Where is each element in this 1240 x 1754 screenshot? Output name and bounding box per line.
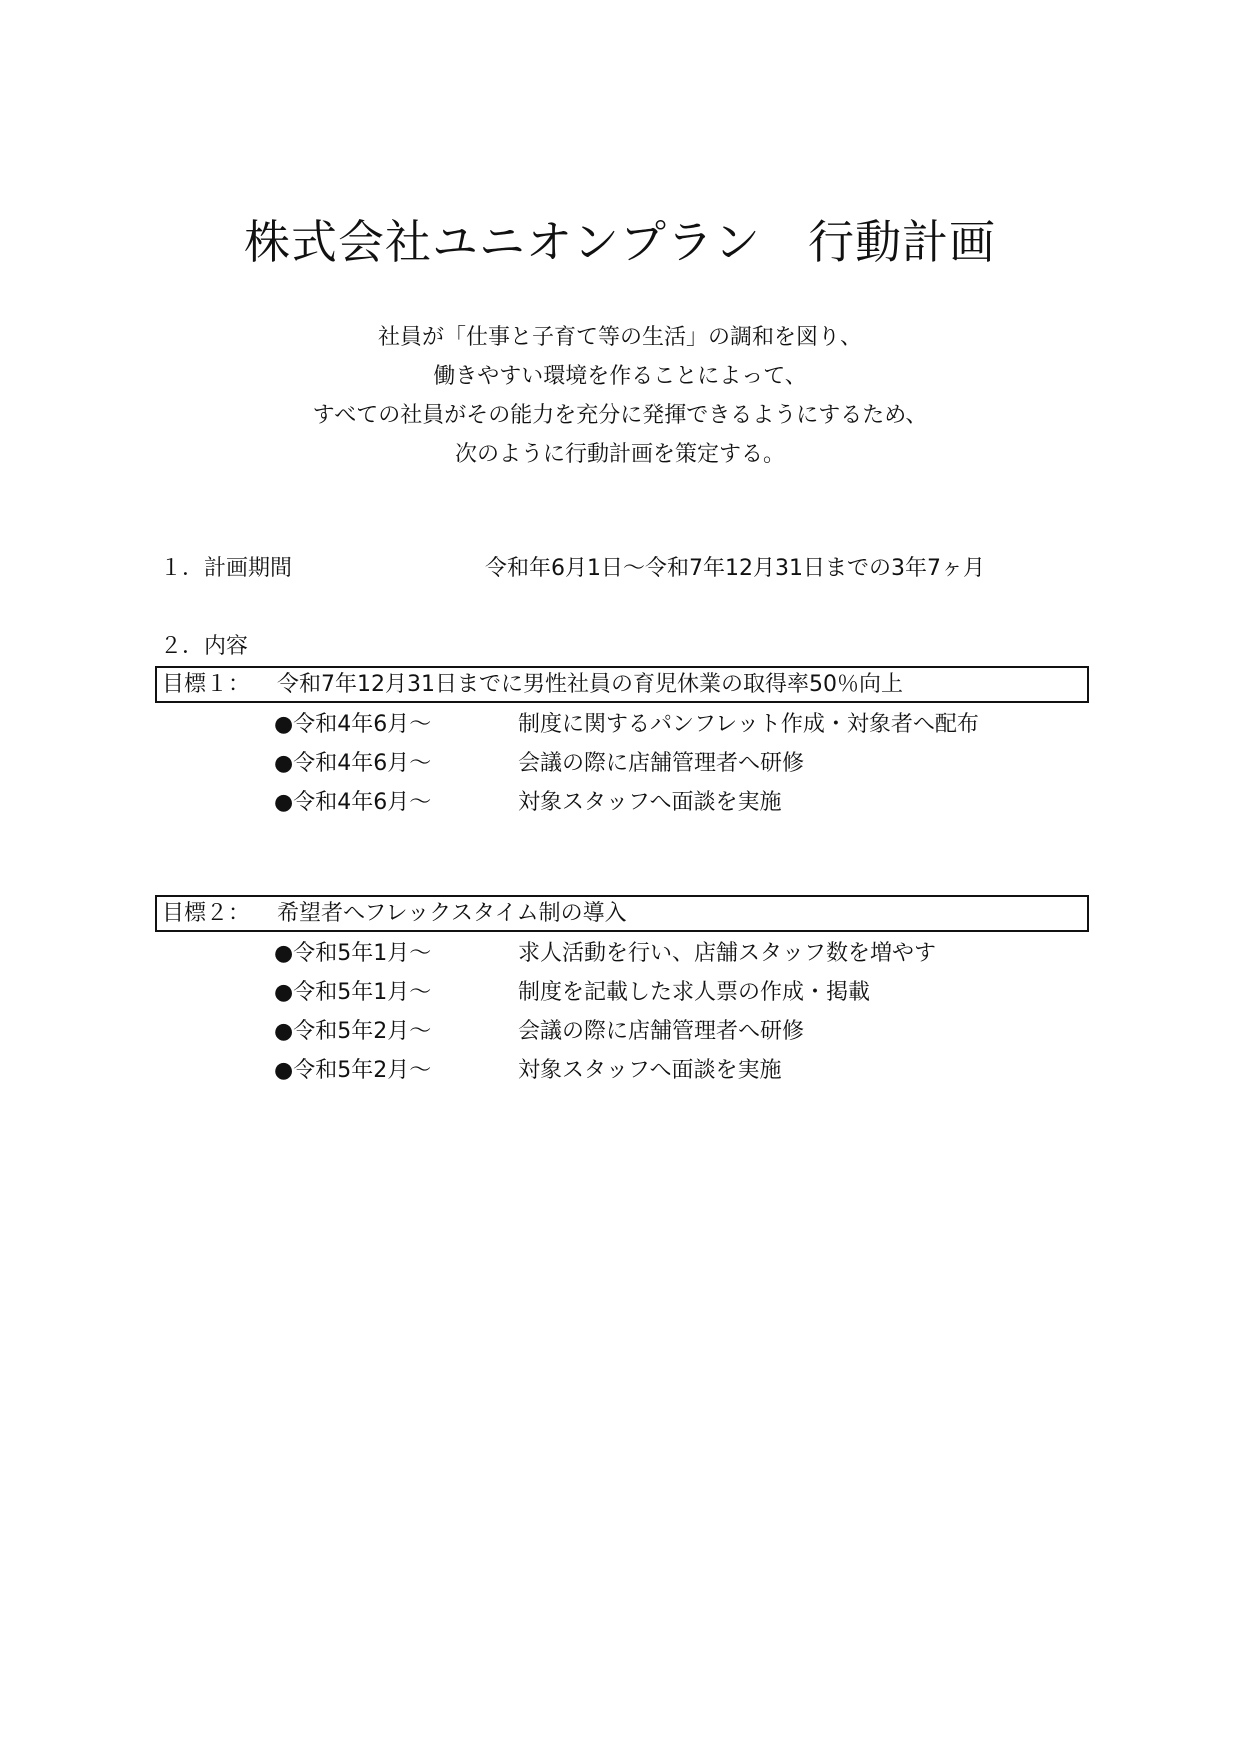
goal-box xyxy=(155,666,1089,703)
item-date: ●令和5年2月～ xyxy=(274,1019,432,1044)
section-plan-period-value: 令和年6月1日～令和7年12月31日までの3年7ヶ月 xyxy=(485,556,985,581)
item-date: ●令和4年6月～ xyxy=(274,712,432,737)
intro-line: 次のように行動計画を策定する。 xyxy=(454,442,785,467)
goal-label: 目標２： xyxy=(162,901,251,926)
item-desc: 制度に関するパンフレット作成・対象者へ配布 xyxy=(518,712,979,737)
item-desc: 会議の際に店舗管理者へ研修 xyxy=(518,751,805,776)
page-title: 株式会社ユニオンプラン 行動計画 xyxy=(244,215,996,269)
item-date: ●令和5年1月～ xyxy=(274,941,432,966)
item-desc: 会議の際に店舗管理者へ研修 xyxy=(518,1019,805,1044)
section-content-label: ２．内容 xyxy=(160,634,249,659)
list-item xyxy=(274,934,1074,973)
item-desc: 求人活動を行い、店舗スタッフ数を増やす xyxy=(518,941,937,966)
list-item xyxy=(274,783,1074,822)
list-item xyxy=(274,1012,1074,1051)
intro-line: 社員が「仕事と子育て等の生活」の調和を図り、 xyxy=(377,325,862,350)
goal-text: 令和7年12月31日までに男性社員の育児休業の取得率50％向上 xyxy=(277,672,903,697)
goal-label: 目標１： xyxy=(162,672,251,697)
goal-box xyxy=(155,895,1089,932)
item-date: ●令和5年1月～ xyxy=(274,980,432,1005)
item-desc: 対象スタッフへ面談を実施 xyxy=(518,790,782,815)
item-date: ●令和4年6月～ xyxy=(274,790,432,815)
section-plan-period-label: １．計画期間 xyxy=(160,556,293,581)
list-item xyxy=(274,705,1074,744)
item-date: ●令和5年2月～ xyxy=(274,1058,432,1083)
intro-paragraph xyxy=(0,318,1240,474)
item-desc: 対象スタッフへ面談を実施 xyxy=(518,1058,782,1083)
item-date: ●令和4年6月～ xyxy=(274,751,432,776)
list-item xyxy=(274,744,1074,783)
list-item xyxy=(274,973,1074,1012)
list-item xyxy=(274,1051,1074,1090)
intro-line: すべての社員がその能力を充分に発揮できるようにするため、 xyxy=(312,403,928,428)
goal-text: 希望者へフレックスタイム制の導入 xyxy=(277,901,627,926)
item-desc: 制度を記載した求人票の作成・掲載 xyxy=(518,980,871,1005)
intro-line: 働きやすい環境を作ることによって、 xyxy=(433,364,807,389)
